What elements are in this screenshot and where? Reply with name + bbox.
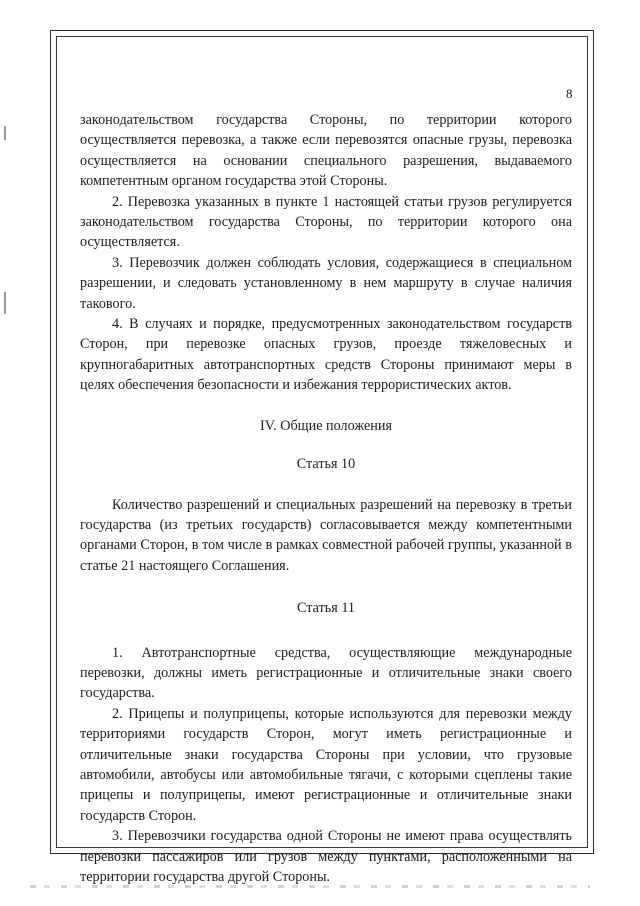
section-heading: IV. Общие положения bbox=[259, 417, 392, 434]
paragraph: 4. В случаях и порядке, предусмотренных законодательством государств Сторон, при перевозке опасных грузов, проезде тяжеловесных и крупногабаритных автотранспортных средств Стороны принимают меры в целях обеспечения безопасности и избежания террористических актов. bbox=[80, 316, 572, 394]
paragraph: Количество разрешений и специальных разрешений на перевозку в третьи государства (из третьих государств) согласовывается между компетентными органами Сторон, в том числе в рамках совместной рабочей группы, указанной в статье 21 настоящего Соглашения. bbox=[80, 496, 572, 574]
scan-artifact bbox=[30, 885, 590, 888]
scan-artifact bbox=[4, 292, 6, 314]
page-number: 8 bbox=[566, 86, 573, 101]
paragraph: 1. Автотранспортные средства, осуществляющие международные перевозки, должны иметь регистрационные и отличительные знаки своего государства. bbox=[80, 644, 572, 702]
document-body bbox=[80, 110, 572, 887]
paragraph: 3. Перевозчики государства одной Стороны не имеют права осуществлять перевозки пассажиров или грузов между пунктами, расположенными на территории государства другой Стороны. bbox=[80, 828, 572, 885]
scan-artifact bbox=[4, 126, 6, 140]
paragraph: 2. Прицепы и полуприцепы, которые используются для перевозки между территориями государств Сторон, могут иметь регистрационные и отличительные знаки государства Стороны при условии, что грузовые автомобили, автобусы или автомобильные тягачи, с которыми сцеплены такие прицепы и полуприцепы, имеют регистрационные и отличительные знаки государств Сторон. bbox=[80, 705, 572, 824]
paragraph: 3. Перевозчик должен соблюдать условия, содержащиеся в специальном разрешении, и следовать установленному в нем маршруту в случае наличия такового. bbox=[80, 254, 572, 312]
article-heading: Статья 11 bbox=[297, 600, 355, 617]
article-heading: Статья 10 bbox=[296, 456, 356, 473]
paragraph: 2. Перевозка указанных в пункте 1 настоящей статьи грузов регулируется законодательством государства Стороны, по территории которого она осуществляется. bbox=[80, 193, 572, 251]
paragraph: законодательством государства Стороны, по территории которого осуществляется перевозка, а также если перевозятся опасные грузы, перевозка осуществляется на основании специального разрешения, выдаваемого компетентным органом государства этой Стороны. bbox=[80, 112, 572, 190]
